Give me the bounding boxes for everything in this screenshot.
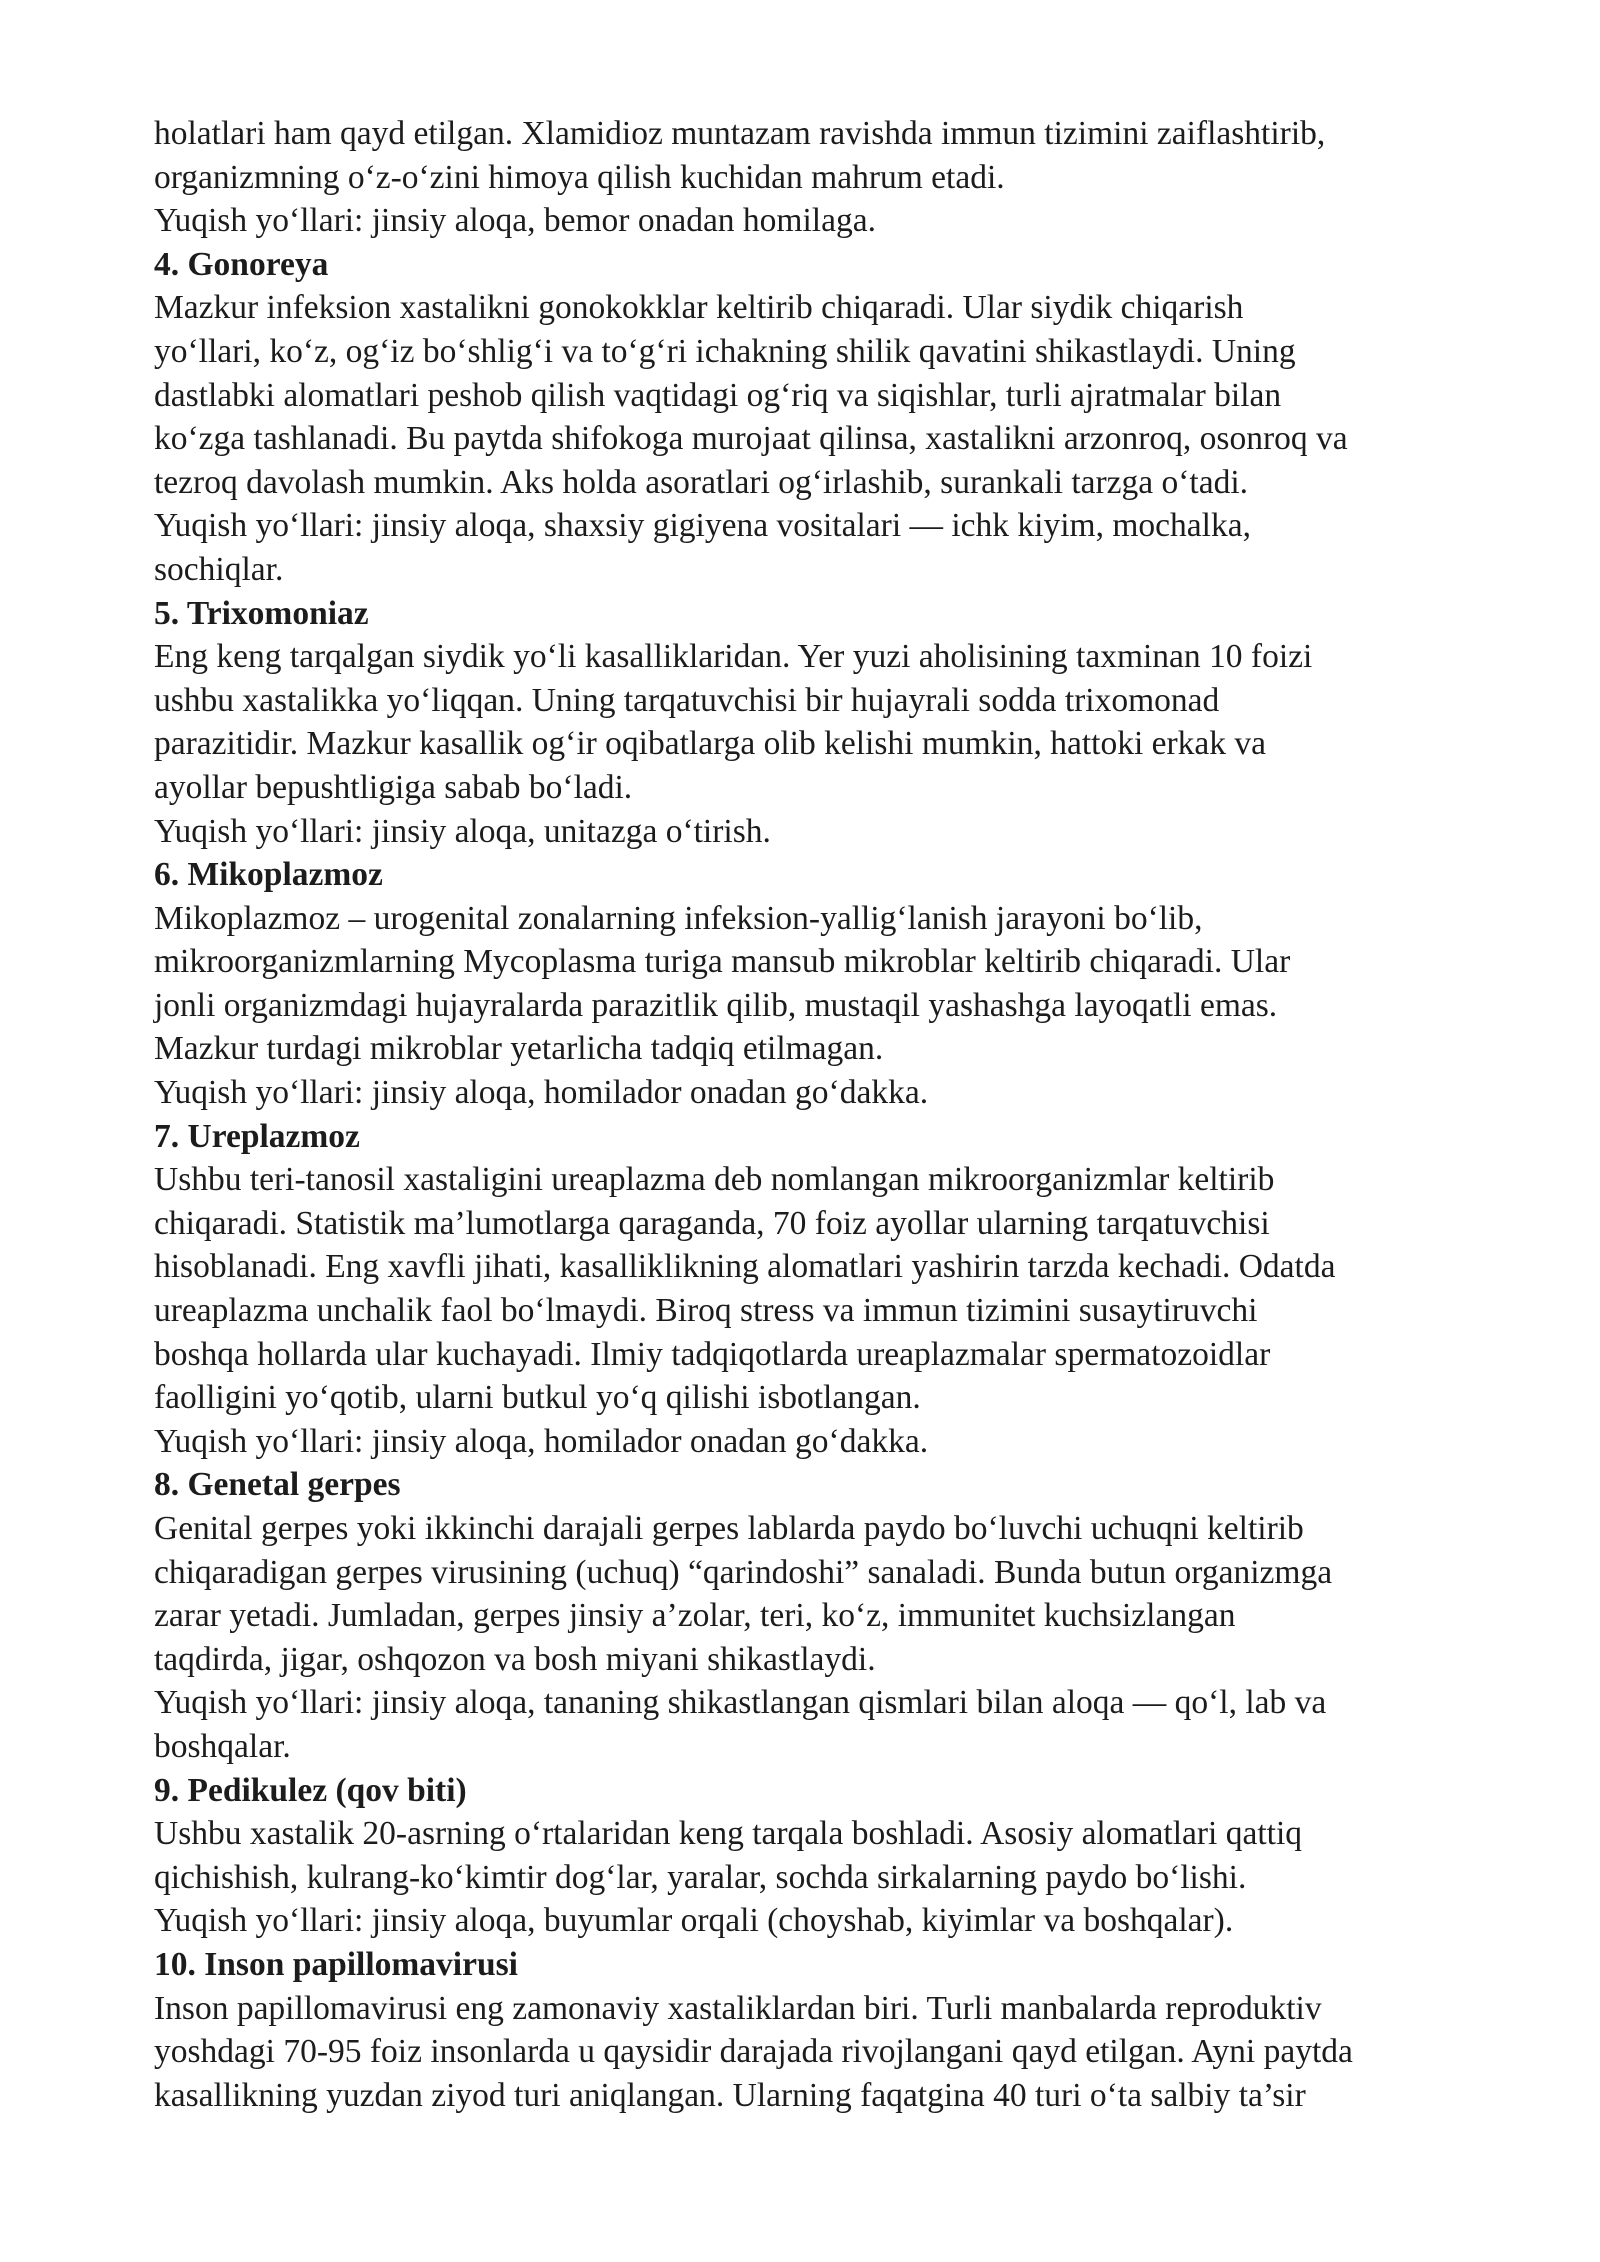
body-text-line: chiqaradigan gerpes virusining (uchuq) “qarindoshi” sanaladi. Bunda butun organizmga [154, 1553, 1333, 1591]
body-text-line: holatlari ham qayd etilgan. Xlamidioz muntazam ravishda immun tizimini zaiflashtirib, [154, 115, 1326, 152]
body-text-line: Genital gerpes yoki ikkinchi darajali gerpes lablarda paydo bo‘luvchi uchuqni keltirib [154, 1510, 1304, 1547]
transmission-line: Yuqish yo‘llari: jinsiy aloqa, tananing shikastlangan qismlari bilan aloqa — qo‘l, lab va [154, 1684, 1327, 1722]
body-text-line: yoshdagi 70-95 foiz insonlarda u qaysidir darajada rivojlangani qayd etilgan. Ayni paytda [154, 2033, 1353, 2071]
body-text-line: jonli organizmdagi hujayralarda parazitlik qilib, mustaqil yashashga layoqatli emas. [154, 986, 1278, 1024]
body-text-line: faolligini yo‘qotib, ularni butkul yo‘q qilishi isbotlangan. [154, 1379, 921, 1417]
section-heading-gonoreya: 4. Gonoreya [154, 245, 329, 283]
body-text-line: Ushbu teri-tanosil xastaligini ureaplazma deb nomlangan mikroorganizmlar keltirib [154, 1161, 1275, 1199]
body-text-line: dastlabki alomatlari peshob qilish vaqtidagi og‘riq va siqishlar, turli ajratmalar bilan [154, 376, 1282, 414]
body-text-line: boshqa hollarda ular kuchayadi. Ilmiy tadqiqotlarda ureaplazmalar spermatozoidlar [154, 1335, 1271, 1373]
body-text-line: Mazkur infeksion xastalikni gonokokklar keltirib chiqaradi. Ular siydik chiqarish [154, 289, 1244, 327]
body-text-line: yo‘llari, ko‘z, og‘iz bo‘shlig‘i va to‘g‘ri ichakning shilik qavatini shikastlaydi. Uning [154, 332, 1296, 370]
body-text-line: ayollar bepushtligiga sabab bo‘ladi. [154, 768, 633, 806]
body-text-line: ureaplazma unchalik faol bo‘lmaydi. Biroq stress va immun tizimini susaytiruvchi [154, 1292, 1258, 1330]
body-text-line: parazitidir. Mazkur kasallik og‘ir oqibatlarga olib kelishi mumkin, hattoki erkak va [154, 725, 1267, 763]
transmission-line: boshqalar. [154, 1727, 291, 1765]
section-heading-pedikulez: 9. Pedikulez (qov biti) [154, 1771, 467, 1809]
transmission-line: Yuqish yo‘llari: jinsiy aloqa, bemor onadan homilaga. [154, 202, 876, 240]
body-text-line: chiqaradi. Statistik ma’lumotlarga qaraganda, 70 foiz ayollar ularning tarqatuvchisi [154, 1204, 1270, 1242]
transmission-line: Yuqish yo‘llari: jinsiy aloqa, homilador onadan go‘dakka. [154, 1422, 929, 1460]
transmission-line: Yuqish yo‘llari: jinsiy aloqa, shaxsiy gigiyena vositalari — ichk kiyim, mochalka, [154, 507, 1251, 545]
body-text-line: organizmning o‘z-o‘zini himoya qilish kuchidan mahrum etadi. [154, 158, 1005, 196]
body-text-line: ko‘zga tashlanadi. Bu paytda shifokoga murojaat qilinsa, xastalikni arzonroq, osonroq va [154, 420, 1348, 458]
body-text-line: qichishish, kulrang-ko‘kimtir dog‘lar, yaralar, sochda sirkalarning paydo bo‘lishi. [154, 1858, 1247, 1896]
body-text-line: kasallikning yuzdan ziyod turi aniqlangan. Ularning faqatgina 40 turi o‘ta salbiy ta’sir [154, 2076, 1306, 2114]
section-heading-mikoplazmoz: 6. Mikoplazmoz [154, 856, 383, 894]
section-heading-genetal-gerpes: 8. Genetal gerpes [154, 1466, 401, 1504]
body-text-line: Inson papillomavirusi eng zamonaviy xastaliklardan biri. Turli manbalarda reproduktiv [154, 1989, 1322, 2027]
body-text-line: mikroorganizmlarning Mycoplasma turiga mansub mikroblar keltirib chiqaradi. Ular [154, 943, 1291, 981]
body-text-line: Ushbu xastalik 20-asrning o‘rtalaridan keng tarqala boshladi. Asosiy alomatlari qattiq [154, 1815, 1303, 1853]
transmission-line: Yuqish yo‘llari: jinsiy aloqa, buyumlar orqali (choyshab, kiyimlar va boshqalar). [154, 1902, 1234, 1940]
section-heading-trixomoniaz: 5. Trixomoniaz [154, 594, 369, 632]
transmission-line: sochiqlar. [154, 550, 284, 588]
body-text-line: zarar yetadi. Jumladan, gerpes jinsiy a’zolar, teri, ko‘z, immunitet kuchsizlangan [154, 1597, 1236, 1635]
body-text-line: taqdirda, jigar, oshqozon va bosh miyani shikastlaydi. [154, 1640, 876, 1678]
body-text-line: tezroq davolash mumkin. Aks holda asoratlari og‘irlashib, surankali tarzga o‘tadi. [154, 463, 1249, 501]
body-text-line: Mikoplazmoz – urogenital zonalarning infeksion-yallig‘lanish jarayoni bo‘lib, [154, 899, 1203, 937]
transmission-line: Yuqish yo‘llari: jinsiy aloqa, homilador onadan go‘dakka. [154, 1074, 929, 1112]
section-heading-papillomavirus: 10. Inson papillomavirusi [154, 1945, 518, 1983]
transmission-line: Yuqish yo‘llari: jinsiy aloqa, unitazga o‘tirish. [154, 812, 771, 850]
section-heading-ureplazmoz: 7. Ureplazmoz [154, 1117, 360, 1155]
body-text-line: hisoblanadi. Eng xavfli jihati, kasalliklikning alomatlari yashirin tarzda kechadi. Odatda [154, 1248, 1336, 1286]
body-text-line: Mazkur turdagi mikroblar yetarlicha tadqiq etilmagan. [154, 1030, 884, 1068]
body-text-line: ushbu xastalikka yo‘liqqan. Uning tarqatuvchisi bir hujayrali sodda trixomonad [154, 681, 1220, 719]
body-text-line: Eng keng tarqalgan siydik yo‘li kasalliklaridan. Yer yuzi aholisining taxminan 10 foizi [154, 638, 1313, 676]
